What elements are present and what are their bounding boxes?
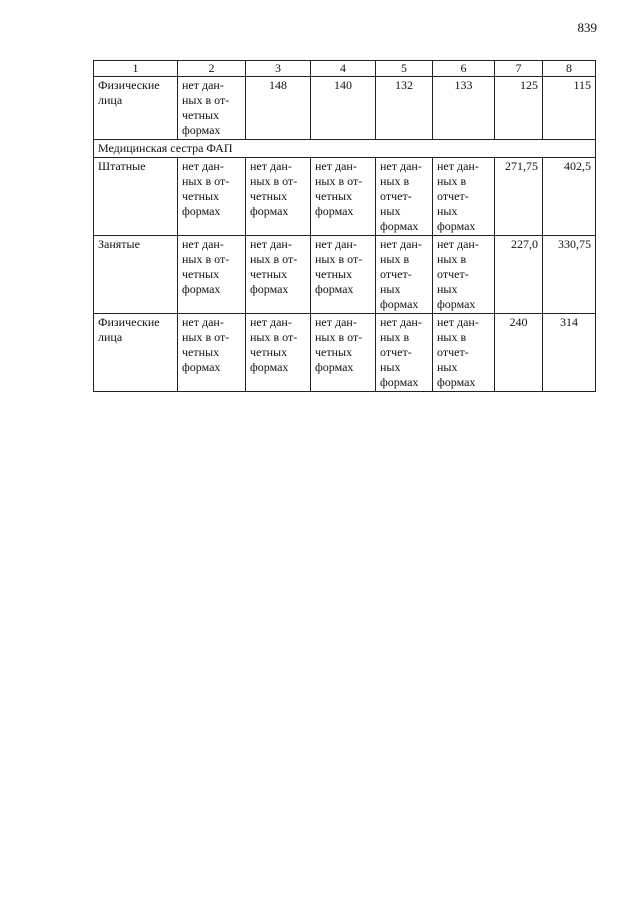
table-cell: 227,0 bbox=[495, 236, 543, 314]
table-row bbox=[94, 158, 596, 236]
header-cell: 2 bbox=[178, 61, 246, 77]
table-cell: нет дан- ных в от- четных формах bbox=[246, 314, 311, 392]
table-row bbox=[94, 236, 596, 314]
table-cell: 330,75 bbox=[543, 236, 596, 314]
page-number: 839 bbox=[577, 20, 597, 35]
header-cell: 1 bbox=[94, 61, 178, 77]
table-cell: нет дан- ных в от- четных формах bbox=[311, 236, 376, 314]
section-row bbox=[94, 140, 596, 158]
table-cell: 271,75 bbox=[495, 158, 543, 236]
table-row bbox=[94, 314, 596, 392]
table-cell: нет дан- ных в от- четных формах bbox=[178, 236, 246, 314]
table-cell: нет дан- ных в от- четных формах bbox=[246, 236, 311, 314]
table-cell: 314 bbox=[543, 314, 596, 392]
table-cell: нет дан- ных в от- четных формах bbox=[311, 158, 376, 236]
header-cell: 3 bbox=[246, 61, 311, 77]
section-title: Медицинская сестра ФАП bbox=[94, 140, 596, 158]
table-cell: 132 bbox=[376, 77, 433, 140]
table-row bbox=[94, 77, 596, 140]
table-cell: нет дан- ных в от- четных формах bbox=[178, 77, 246, 140]
table-cell: 133 bbox=[433, 77, 495, 140]
header-row bbox=[94, 61, 596, 77]
table-cell: 115 bbox=[543, 77, 596, 140]
table-cell: 125 bbox=[495, 77, 543, 140]
table-cell: нет дан- ных в отчет- ных формах bbox=[433, 158, 495, 236]
header-cell: 8 bbox=[543, 61, 596, 77]
table-cell: нет дан- ных в отчет- ных формах bbox=[376, 314, 433, 392]
header-cell: 6 bbox=[433, 61, 495, 77]
table-cell: нет дан- ных в от- четных формах bbox=[311, 314, 376, 392]
table-cell: 402,5 bbox=[543, 158, 596, 236]
table-cell: 148 bbox=[246, 77, 311, 140]
table-cell: нет дан- ных в отчет- ных формах bbox=[433, 314, 495, 392]
staffing-table bbox=[93, 60, 596, 392]
row-label: Физические лица bbox=[94, 77, 178, 140]
row-label: Физические лица bbox=[94, 314, 178, 392]
header-cell: 7 bbox=[495, 61, 543, 77]
header-cell: 4 bbox=[311, 61, 376, 77]
table-cell: 140 bbox=[311, 77, 376, 140]
table-cell: нет дан- ных в от- четных формах bbox=[178, 314, 246, 392]
table-cell: 240 bbox=[495, 314, 543, 392]
table-cell: нет дан- ных в отчет- ных формах bbox=[376, 236, 433, 314]
header-cell: 5 bbox=[376, 61, 433, 77]
table-cell: нет дан- ных в от- четных формах bbox=[178, 158, 246, 236]
row-label: Занятые bbox=[94, 236, 178, 314]
row-label: Штатные bbox=[94, 158, 178, 236]
table-cell: нет дан- ных в от- четных формах bbox=[246, 158, 311, 236]
table-cell: нет дан- ных в отчет- ных формах bbox=[433, 236, 495, 314]
table-cell: нет дан- ных в отчет- ных формах bbox=[376, 158, 433, 236]
